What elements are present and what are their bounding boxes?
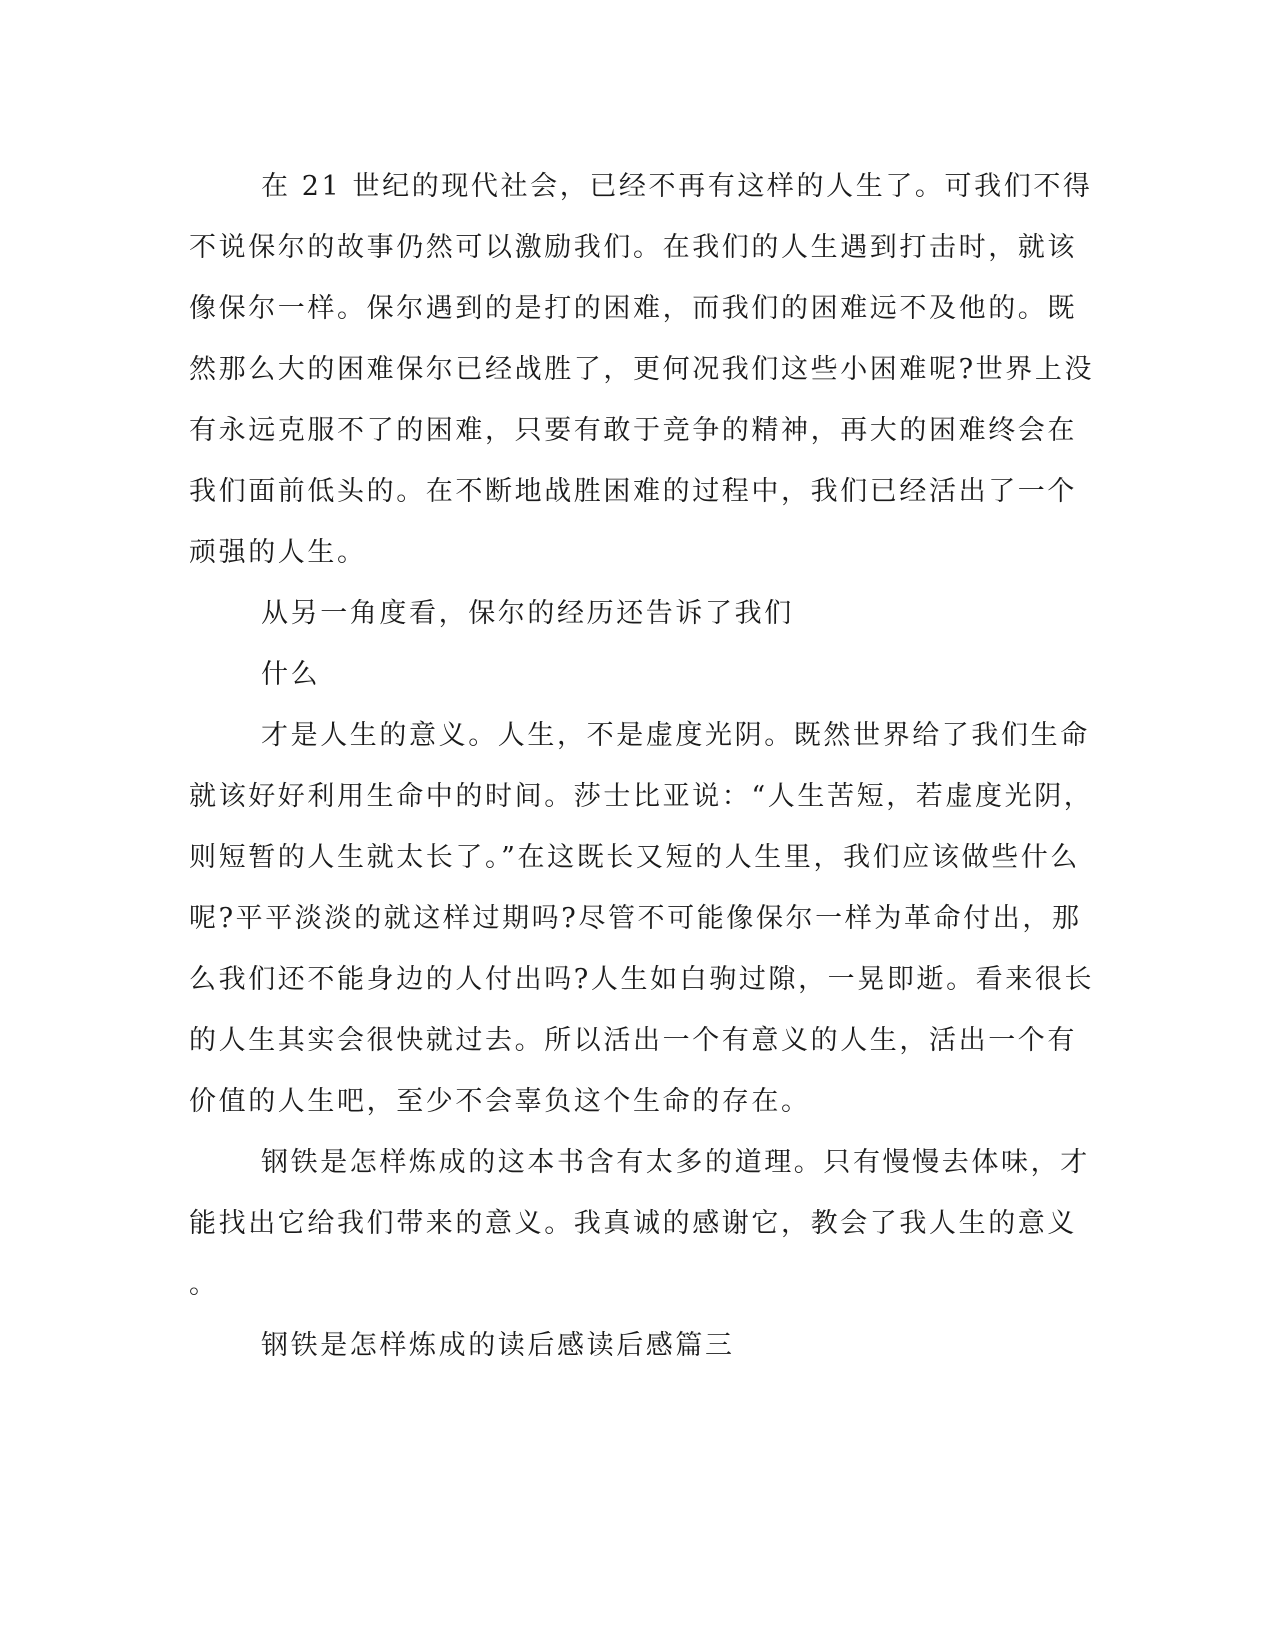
text-line: 么我们还不能身边的人付出吗?人生如白驹过隙，一晃即逝。看来很长 [189,964,1095,995]
text-line: 才是人生的意义。人生，不是虚度光阴。既然世界给了我们生命 [261,720,1090,751]
text-line: 则短暂的人生就太长了。”在这既长又短的人生里，我们应该做些什么 [189,842,1080,873]
text-line: 的人生其实会很快就过去。所以活出一个有意义的人生，活出一个有 [189,1025,1077,1056]
text-line: 价值的人生吧，至少不会辜负这个生命的存在。 [189,1086,811,1117]
text-line: 像保尔一样。保尔遇到的是打的困难，而我们的困难远不及他的。既 [189,293,1077,324]
text-line: 能找出它给我们带来的意义。我真诚的感谢它，教会了我人生的意义 [189,1208,1077,1239]
text-line: 什么 [261,659,321,690]
text-line: 在 21 世纪的现代社会，已经不再有这样的人生了。可我们不得 [261,171,1093,202]
text-line: 我们面前低头的。在不断地战胜困难的过程中，我们已经活出了一个 [189,476,1077,507]
section-heading: 钢铁是怎样炼成的读后感读后感篇三 [261,1330,735,1361]
text-line: 钢铁是怎样炼成的这本书含有太多的道理。只有慢慢去体味，才 [261,1147,1090,1178]
document-body [189,156,1095,1376]
text-line: 不说保尔的故事仍然可以激励我们。在我们的人生遇到打击时，就该 [189,232,1077,263]
text-line: 呢?平平淡淡的就这样过期吗?尽管不可能像保尔一样为革命付出，那 [189,903,1082,934]
text-line: 。 [189,1269,219,1300]
text-line: 从另一角度看，保尔的经历还告诉了我们 [261,598,794,629]
text-line: 有永远克服不了的困难，只要有敢于竞争的精神，再大的困难终会在 [189,415,1077,446]
text-line: 然那么大的困难保尔已经战胜了，更何况我们这些小困难呢?世界上没 [189,354,1095,385]
text-line: 就该好好利用生命中的时间。莎士比亚说：“人生苦短，若虚度光阴， [189,781,1094,812]
text-line: 顽强的人生。 [189,537,367,568]
